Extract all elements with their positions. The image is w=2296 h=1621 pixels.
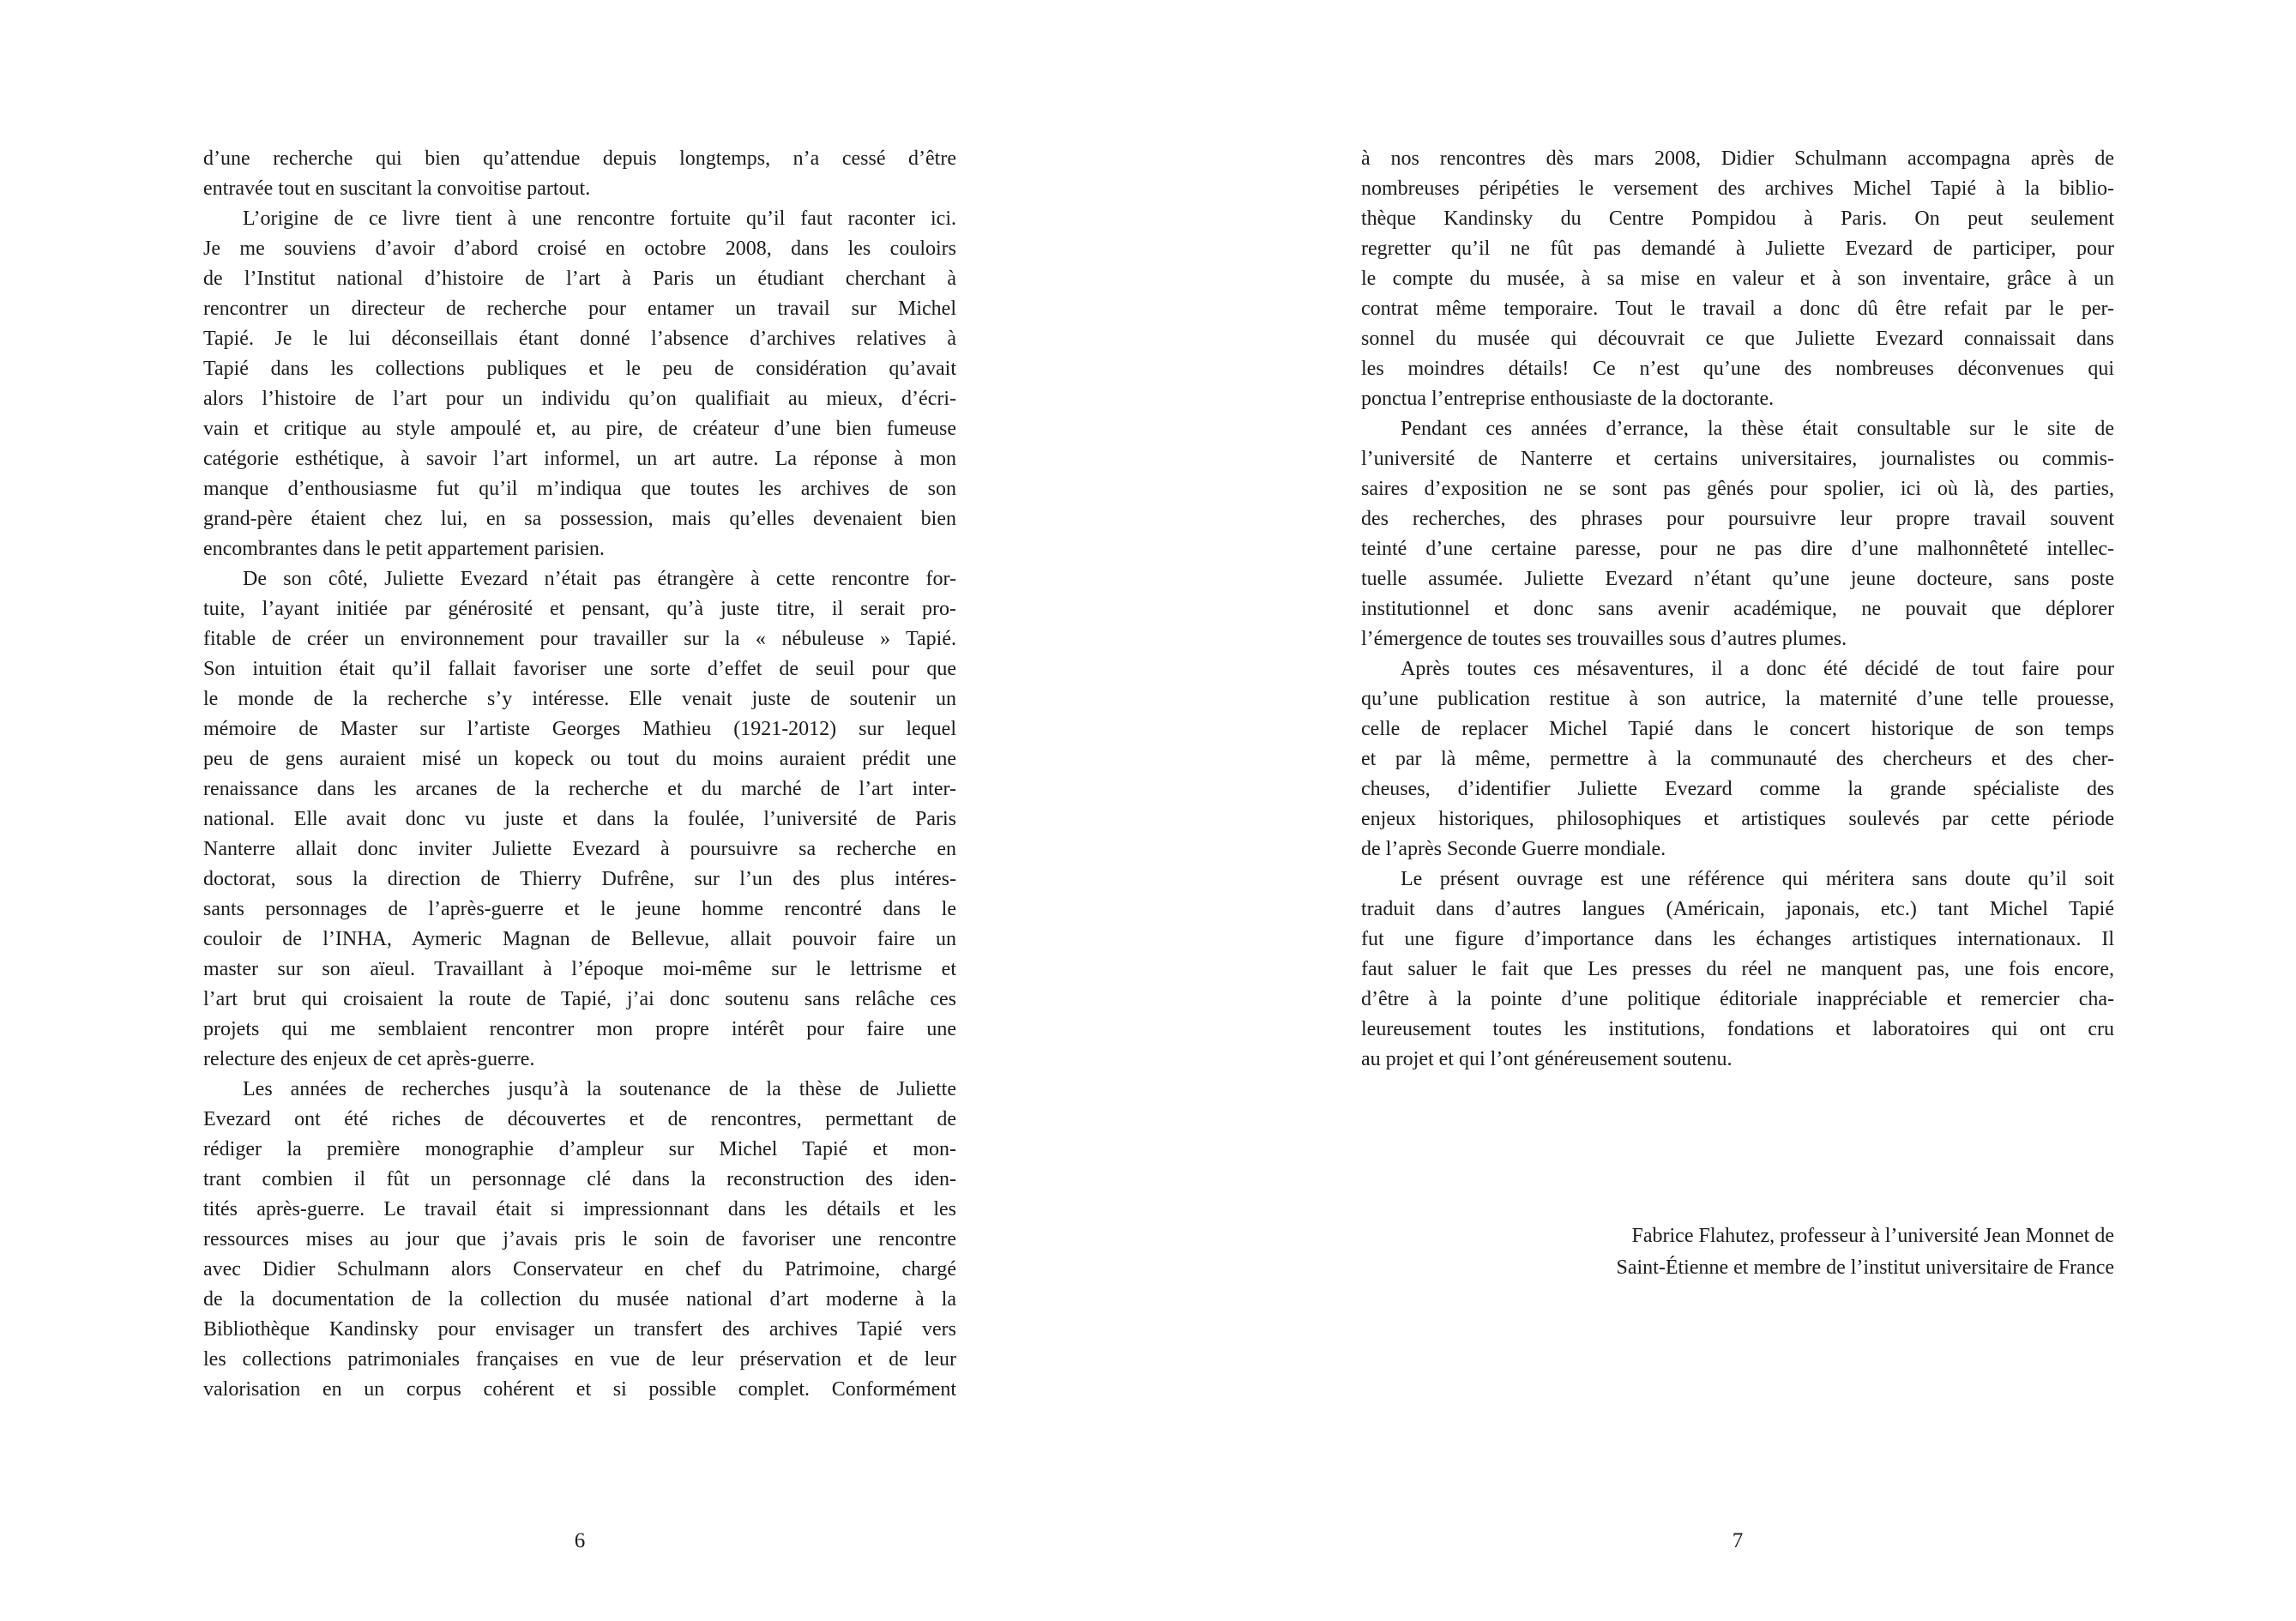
text-line: de l’après Seconde Guerre mondiale.	[1361, 838, 1666, 860]
text-line: thèque Kandinsky du Centre Pompidou à Paris. On peut seulement	[1361, 208, 2114, 230]
text-line: l’émergence de toutes ses trouvailles sous d’autres plumes.	[1361, 628, 1847, 650]
text-line: couloir de l’INHA, Aymeric Magnan de Bellevue, allait pouvoir faire un	[203, 928, 956, 950]
text-line: saires d’exposition ne se sont pas gênés pour spolier, ici où là, des parties,	[1361, 478, 2114, 500]
text-line: tuite, l’ayant initiée par générosité et pensant, qu’à juste titre, il serait pro-	[203, 598, 956, 620]
text-line: Le présent ouvrage est une référence qui méritera sans doute qu’il soit	[1401, 868, 2114, 890]
page-number-6: 6	[574, 1529, 586, 1552]
text-line: leureusement toutes les institutions, fondations et laboratoires qui ont cru	[1361, 1018, 2114, 1040]
text-line: des recherches, des phrases pour poursuivre leur propre travail souvent	[1361, 508, 2114, 530]
text-line: traduit dans d’autres langues (Américain, japonais, etc.) tant Michel Tapié	[1361, 898, 2114, 920]
text-line: renaissance dans les arcanes de la recherche et du marché de l’art inter-	[203, 778, 956, 800]
text-line: avec Didier Schulmann alors Conservateur en chef du Patrimoine, chargé	[203, 1258, 956, 1281]
text-line: Pendant ces années d’errance, la thèse était consultable sur le site de	[1401, 418, 2114, 440]
text-line: ponctua l’entreprise enthousiaste de la doctorante.	[1361, 388, 1775, 410]
text-line: mémoire de Master sur l’artiste Georges Mathieu (1921-2012) sur lequel	[203, 718, 956, 740]
text-line: Son intuition était qu’il fallait favoriser une sorte d’effet de seuil pour que	[203, 658, 956, 680]
text-line: à nos rencontres dès mars 2008, Didier Schulmann accompagna après de	[1361, 148, 2114, 170]
text-line: le compte du musée, à sa mise en valeur et à son inventaire, grâce à un	[1361, 268, 2114, 290]
text-line: cheuses, d’identifier Juliette Evezard comme la grande spécialiste des	[1361, 778, 2114, 800]
text-line: contrat même temporaire. Tout le travail a donc dû être refait par le per-	[1361, 298, 2114, 320]
text-line: regretter qu’il ne fût pas demandé à Juliette Evezard de participer, pour	[1361, 238, 2114, 260]
page-7-text-column	[1361, 144, 2114, 1284]
text-line: Tapié. Je le lui déconseillais étant donné l’absence d’archives relatives à	[203, 328, 956, 350]
text-line: fitable de créer un environnement pour travailler sur la « nébuleuse » Tapié.	[203, 628, 956, 650]
text-line: alors l’histoire de l’art pour un individu qu’on qualifiait au mieux, d’écri-	[203, 388, 956, 410]
text-line: national. Elle avait donc vu juste et dans la foulée, l’université de Paris	[203, 808, 956, 830]
text-line: et par là même, permettre à la communauté des chercheurs et des cher-	[1361, 748, 2114, 770]
text-line: Evezard ont été riches de découvertes et de rencontres, permettant de	[203, 1108, 956, 1130]
text-line: vain et critique au style ampoulé et, au pire, de créateur d’une bien fumeuse	[203, 418, 956, 440]
text-line: catégorie esthétique, à savoir l’art informel, un art autre. La réponse à mon	[203, 448, 956, 470]
text-line: l’université de Nanterre et certains universitaires, journalistes ou commis-	[1361, 448, 2114, 470]
text-line: trant combien il fût un personnage clé dans la reconstruction des iden-	[203, 1168, 956, 1190]
page-number-7: 7	[1732, 1529, 1744, 1552]
signature-line: Fabrice Flahutez, professeur à l’université Jean Monnet de	[1631, 1225, 2114, 1247]
text-line: rencontrer un directeur de recherche pour entamer un travail sur Michel	[203, 298, 956, 320]
text-line: Les années de recherches jusqu’à la soutenance de la thèse de Juliette	[243, 1078, 956, 1100]
text-line: celle de replacer Michel Tapié dans le concert historique de son temps	[1361, 718, 2114, 740]
text-line: qu’une publication restitue à son autrice, la maternité d’une telle prouesse,	[1361, 688, 2114, 710]
text-line: valorisation en un corpus cohérent et si possible complet. Conformément	[203, 1378, 956, 1401]
text-line: de l’Institut national d’histoire de l’art à Paris un étudiant cherchant à	[203, 268, 956, 290]
text-line: master sur son aïeul. Travaillant à l’époque moi-même sur le lettrisme et	[203, 958, 956, 980]
text-line: manque d’enthousiasme fut qu’il m’indiqua que toutes les archives de son	[203, 478, 956, 500]
text-line: tités après-guerre. Le travail était si impressionnant dans les détails et les	[203, 1198, 956, 1220]
text-line: De son côté, Juliette Evezard n’était pas étrangère à cette rencontre for-	[243, 568, 956, 590]
text-line: projets qui me semblaient rencontrer mon propre intérêt pour faire une	[203, 1018, 956, 1040]
text-line: sants personnages de l’après-guerre et le jeune homme rencontré dans le	[203, 898, 956, 920]
signature-line: Saint-Étienne et membre de l’institut universitaire de France	[1616, 1256, 2114, 1279]
text-line: faut saluer le fait que Les presses du réel ne manquent pas, une fois encore,	[1361, 958, 2114, 980]
text-line: enjeux historiques, philosophiques et artistiques soulevés par cette période	[1361, 808, 2114, 830]
text-line: tuelle assumée. Juliette Evezard n’étant qu’une jeune docteure, sans poste	[1361, 568, 2114, 590]
page-6-text-column	[203, 144, 956, 1405]
text-line: doctorat, sous la direction de Thierry Dufrêne, sur l’un des plus intéres-	[203, 868, 956, 890]
text-line: rédiger la première monographie d’ampleur sur Michel Tapié et mon-	[203, 1138, 956, 1160]
text-line: institutionnel et donc sans avenir académique, ne pouvait que déplorer	[1361, 598, 2114, 620]
text-line: entravée tout en suscitant la convoitise partout.	[203, 178, 591, 200]
text-line: Bibliothèque Kandinsky pour envisager un transfert des archives Tapié vers	[203, 1318, 956, 1341]
text-line: Après toutes ces mésaventures, il a donc été décidé de tout faire pour	[1401, 658, 2114, 680]
text-line: au projet et qui l’ont généreusement soutenu.	[1361, 1048, 1733, 1070]
text-line: l’art brut qui croisaient la route de Tapié, j’ai donc soutenu sans relâche ces	[203, 988, 956, 1010]
text-line: les collections patrimoniales françaises en vue de leur préservation et de leur	[203, 1348, 956, 1371]
text-line: les moindres détails! Ce n’est qu’une des nombreuses déconvenues qui	[1361, 358, 2114, 380]
text-line: Nanterre allait donc inviter Juliette Evezard à poursuivre sa recherche en	[203, 838, 956, 860]
text-line: Tapié dans les collections publiques et le peu de considération qu’avait	[203, 358, 956, 380]
text-line: grand-père étaient chez lui, en sa possession, mais qu’elles devenaient bien	[203, 508, 956, 530]
text-line: le monde de la recherche s’y intéresse. Elle venait juste de soutenir un	[203, 688, 956, 710]
text-line: de la documentation de la collection du musée national d’art moderne à la	[203, 1288, 956, 1311]
text-line: encombrantes dans le petit appartement parisien.	[203, 538, 605, 560]
text-line: ressources mises au jour que j’avais pris le soin de favoriser une rencontre	[203, 1228, 956, 1250]
text-line: nombreuses péripéties le versement des archives Michel Tapié à la biblio-	[1361, 178, 2114, 200]
text-line: peu de gens auraient misé un kopeck ou tout du moins auraient prédit une	[203, 748, 956, 770]
text-line: fut une figure d’importance dans les échanges artistiques internationaux. Il	[1361, 928, 2114, 950]
text-line: d’une recherche qui bien qu’attendue depuis longtemps, n’a cessé d’être	[203, 148, 956, 170]
text-line: relecture des enjeux de cet après-guerre.	[203, 1048, 535, 1070]
text-line: sonnel du musée qui découvrait ce que Juliette Evezard connaissait dans	[1361, 328, 2114, 350]
text-line: L’origine de ce livre tient à une rencontre fortuite qu’il faut raconter ici.	[243, 208, 956, 230]
text-line: d’être à la pointe d’une politique éditoriale inappréciable et remercier cha-	[1361, 988, 2114, 1010]
text-line: teinté d’une certaine paresse, pour ne pas dire d’une malhonnêteté intellec-	[1361, 538, 2114, 560]
signature-block	[1361, 1220, 2114, 1284]
text-line: Je me souviens d’avoir d’abord croisé en octobre 2008, dans les couloirs	[203, 238, 956, 260]
